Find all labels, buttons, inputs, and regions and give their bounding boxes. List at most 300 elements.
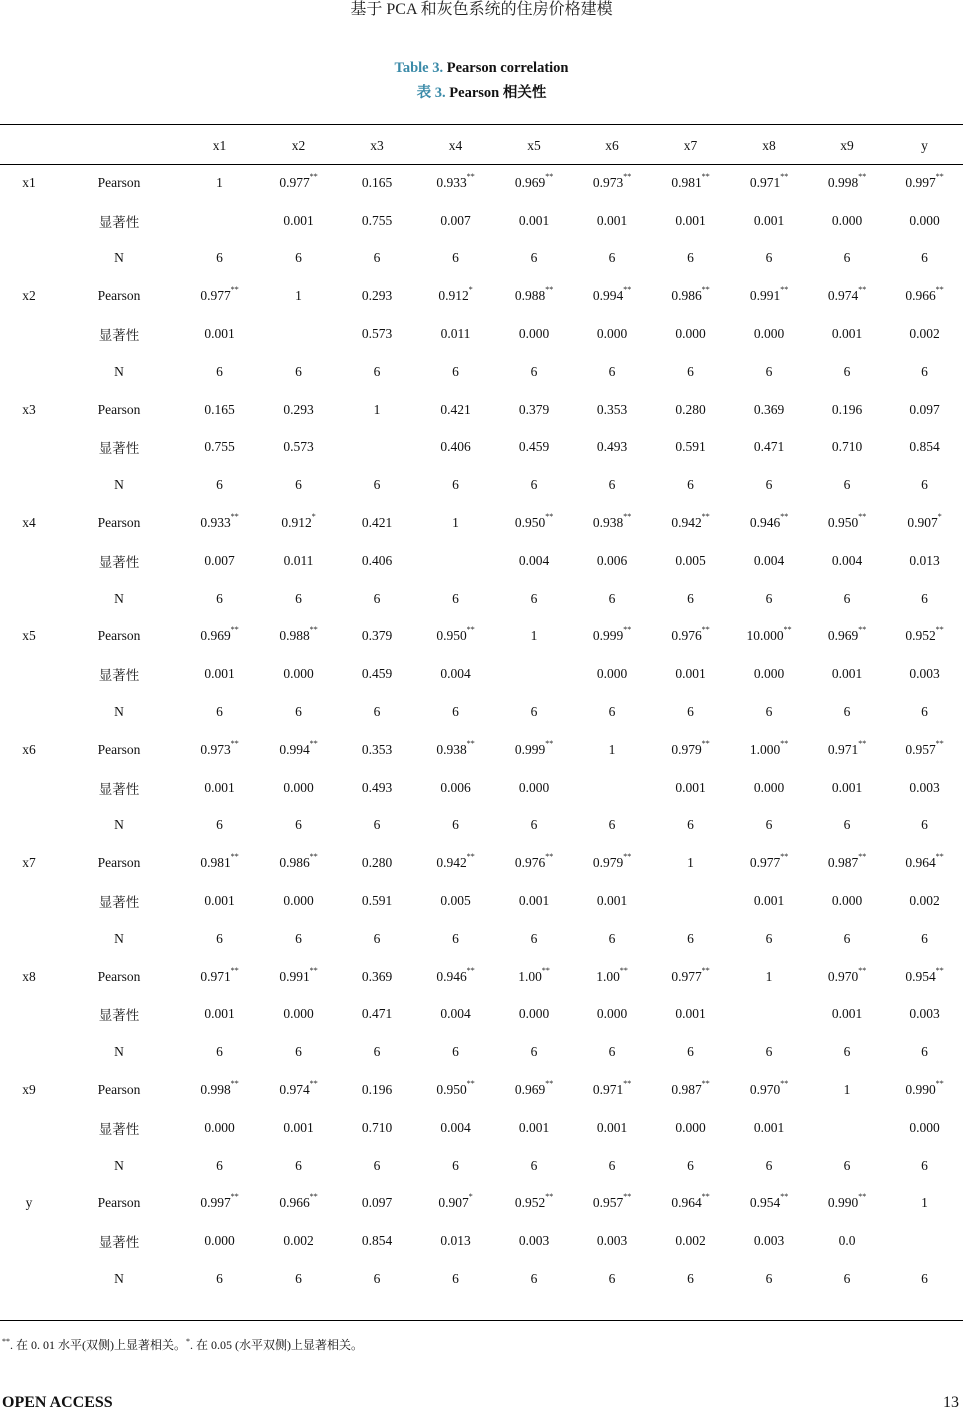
- cell-value: 6: [687, 817, 694, 833]
- cell-value: 6: [921, 817, 928, 833]
- table-row: [0, 1109, 963, 1147]
- row-variable: [0, 542, 58, 580]
- table-cell: [573, 1147, 651, 1185]
- table-cell: [573, 580, 651, 618]
- row-variable: [0, 1222, 58, 1260]
- cell-value: 0.000: [283, 779, 314, 795]
- cell-value: 6: [843, 817, 851, 833]
- table-cell: [259, 1222, 338, 1260]
- table-cell: [886, 542, 963, 580]
- table-cell: [886, 240, 963, 278]
- cell-value: 6: [921, 704, 928, 720]
- row-variable: x7: [22, 855, 36, 871]
- table-cell: [338, 542, 416, 580]
- cell-value: 0.001: [283, 1119, 314, 1135]
- cell-value: 0.974: [279, 1082, 310, 1098]
- cell-value: 0.000: [753, 326, 785, 342]
- table-cell: [651, 164, 730, 202]
- cell-value: 0.001: [675, 1006, 706, 1022]
- table-cell: [180, 1185, 259, 1223]
- table-cell: [808, 1260, 886, 1298]
- table-cell: [338, 1260, 416, 1298]
- significance-mark: **: [466, 1079, 475, 1089]
- significance-mark: **: [623, 1079, 632, 1089]
- significance-mark: **: [619, 965, 628, 975]
- table-cell: [886, 580, 963, 618]
- table-cell: [495, 996, 573, 1034]
- table-cell: [416, 731, 495, 769]
- cell-value: 0.000: [675, 1119, 706, 1135]
- table-cell: [259, 1147, 338, 1185]
- table-cell: [651, 1109, 730, 1147]
- table-cell: [573, 996, 651, 1034]
- table-cell: [651, 240, 730, 278]
- table-cell: [259, 958, 338, 996]
- table-row: [0, 693, 963, 731]
- table-cell: [259, 693, 338, 731]
- significance-mark: **: [230, 285, 239, 295]
- table-row: [0, 466, 963, 504]
- table-cell: [808, 542, 886, 580]
- cell-value: 0.979: [671, 741, 702, 757]
- table-cell: [416, 693, 495, 731]
- row-variable: [0, 466, 58, 504]
- row-statistic: N: [114, 1271, 124, 1286]
- column-header: [58, 128, 180, 164]
- significance-mark: **: [935, 1079, 944, 1089]
- table-cell: [338, 958, 416, 996]
- row-statistic: 显著性: [98, 441, 140, 457]
- significance-mark: **: [230, 625, 239, 635]
- table-cell: [259, 1260, 338, 1298]
- significance-mark: **: [935, 852, 944, 862]
- cell-value: 0.976: [514, 855, 546, 871]
- cell-value: 0.002: [909, 326, 940, 342]
- column-header: x4: [448, 138, 463, 153]
- cell-value: 0.954: [749, 1195, 781, 1211]
- table-cell: [495, 693, 573, 731]
- table-cell: [808, 769, 886, 807]
- cell-value: 6: [373, 704, 381, 720]
- table-cell: [259, 996, 338, 1034]
- cell-value: 6: [765, 930, 773, 946]
- cell-value: 0.987: [827, 855, 859, 871]
- cell-value: 0.964: [671, 1195, 702, 1211]
- table-cell: [651, 769, 730, 807]
- table-row: [0, 807, 963, 845]
- significance-mark: *: [311, 512, 316, 522]
- cell-value: 0.001: [831, 779, 863, 795]
- cell-value: 0.459: [361, 666, 393, 682]
- table-cell: [808, 391, 886, 429]
- cell-value: 6: [452, 704, 459, 720]
- running-header: 基于 PCA 和灰色系统的住房价格建模: [350, 1, 613, 18]
- table-cell: [573, 1185, 651, 1223]
- table-cell: [651, 277, 730, 315]
- table-header-row: [0, 128, 963, 164]
- table-cell: [338, 1109, 416, 1147]
- significance-mark: **: [858, 625, 867, 635]
- significance-mark: **: [935, 625, 944, 635]
- cell-value: 0.710: [361, 1119, 393, 1135]
- significance-mark: **: [309, 852, 318, 862]
- cell-value: 6: [687, 1044, 694, 1060]
- significance-mark: **: [309, 738, 318, 748]
- table-cell: [259, 920, 338, 958]
- table-cell: [808, 618, 886, 656]
- table-cell: [338, 655, 416, 693]
- cell-value: 6: [295, 817, 302, 833]
- table-cell: [886, 958, 963, 996]
- cell-value: 6: [843, 1044, 851, 1060]
- cell-value: 6: [452, 1044, 459, 1060]
- cell-value: 0.097: [909, 401, 940, 417]
- cell-value: 6: [530, 930, 538, 946]
- cell-value: 0.005: [440, 893, 471, 909]
- table-cell: [416, 240, 495, 278]
- table-bottom-rule: [0, 1320, 963, 1321]
- table-cell: [886, 1147, 963, 1185]
- cell-value: 0.973: [200, 741, 231, 757]
- row-variable: x8: [22, 968, 36, 984]
- row-statistic: 显著性: [98, 214, 140, 230]
- cell-value: 0.379: [361, 628, 393, 644]
- table-cell: [416, 429, 495, 467]
- table-cell: [886, 1222, 963, 1260]
- cell-value: 0.573: [361, 326, 393, 342]
- table-cell: [886, 315, 963, 353]
- table-cell: [338, 769, 416, 807]
- table-cell: [495, 1071, 573, 1109]
- table-cell: [259, 1071, 338, 1109]
- cell-value: 6: [295, 930, 302, 946]
- cell-value: 0.001: [518, 893, 550, 909]
- cell-value: 6: [216, 930, 223, 946]
- table-cell: [495, 1222, 573, 1260]
- table-cell: [180, 466, 259, 504]
- cell-value: 6: [687, 704, 694, 720]
- cell-value: 0.000: [831, 212, 863, 228]
- column-header: [0, 128, 58, 164]
- table-cell: [808, 315, 886, 353]
- cell-value: 0.406: [361, 552, 393, 568]
- table-top-rule: [0, 124, 963, 125]
- table-cell: [651, 1260, 730, 1298]
- cell-value: 0.991: [279, 968, 310, 984]
- cell-value: 0.994: [279, 741, 310, 757]
- table-cell: [180, 807, 259, 845]
- cell-value: 1: [373, 401, 381, 417]
- table-cell: [495, 882, 573, 920]
- cell-value: 0.001: [204, 326, 235, 342]
- significance-mark: **: [545, 512, 554, 522]
- table-cell: [180, 655, 259, 693]
- row-statistic: Pearson: [97, 741, 141, 757]
- table-cell: [730, 958, 808, 996]
- table-cell: [259, 731, 338, 769]
- cell-value: 0.950: [436, 628, 467, 644]
- cell-value: 6: [608, 1157, 616, 1173]
- table-cell: [180, 731, 259, 769]
- cell-value: 0.002: [283, 1233, 314, 1249]
- cell-value: 0.755: [361, 212, 393, 228]
- cell-value: 6: [843, 590, 851, 606]
- cell-value: 0.950: [827, 515, 859, 531]
- table-cell: [259, 466, 338, 504]
- significance-mark: *: [468, 285, 473, 295]
- table-cell: [651, 996, 730, 1034]
- cell-value: 0.938: [592, 515, 624, 531]
- cell-value: 0.013: [909, 552, 940, 568]
- significance-mark: **: [545, 852, 554, 862]
- table-cell: [180, 353, 259, 391]
- significance-mark: **: [623, 285, 632, 295]
- table-cell: [808, 655, 886, 693]
- table-cell: [180, 164, 259, 202]
- table-cell: [338, 1222, 416, 1260]
- cell-value: 6: [608, 477, 616, 493]
- cell-value: 0.994: [592, 288, 624, 304]
- table-cell: [416, 618, 495, 656]
- cell-value: 0.977: [200, 288, 231, 304]
- table-cell: [730, 655, 808, 693]
- cell-value: 0.000: [909, 212, 940, 228]
- table-cell: [180, 1033, 259, 1071]
- row-statistic: 显著性: [98, 328, 140, 344]
- table-cell: [259, 580, 338, 618]
- cell-value: 0.966: [905, 288, 936, 304]
- cell-value: 0.957: [592, 1195, 624, 1211]
- footnote-text-005: . 在 0.05 (水平双侧)上显著相关。: [190, 1338, 363, 1352]
- cell-value: 0.004: [753, 552, 785, 568]
- cell-value: 1: [843, 1082, 851, 1098]
- cell-value: 6: [373, 1044, 381, 1060]
- table-cell: [808, 731, 886, 769]
- cell-value: 0.976: [671, 628, 702, 644]
- table-cell: [573, 542, 651, 580]
- table-cell: [338, 844, 416, 882]
- cell-value: 0.001: [204, 666, 235, 682]
- table-cell: [259, 1033, 338, 1071]
- cell-value: 6: [452, 590, 459, 606]
- table-cell: [808, 1147, 886, 1185]
- table-cell: [259, 1185, 338, 1223]
- cell-value: 0.000: [596, 1006, 628, 1022]
- row-statistic: N: [114, 477, 124, 493]
- table-cell: [573, 1071, 651, 1109]
- cell-value: 0.997: [200, 1195, 231, 1211]
- table-cell: [730, 353, 808, 391]
- cell-value: 6: [530, 1157, 538, 1173]
- column-header: x1: [212, 138, 227, 153]
- table-cell: [573, 958, 651, 996]
- cell-value: 6: [687, 1271, 694, 1286]
- table-cell: [416, 277, 495, 315]
- table-cell: [495, 466, 573, 504]
- row-variable: [0, 202, 58, 240]
- cell-value: 0.952: [905, 628, 936, 644]
- table-cell: [886, 807, 963, 845]
- row-variable: x3: [22, 401, 36, 417]
- cell-value: 6: [530, 817, 538, 833]
- significance-mark: **: [230, 1079, 239, 1089]
- cell-value: 1: [765, 968, 773, 984]
- cell-value: 0.854: [361, 1233, 393, 1249]
- table-cell: [259, 618, 338, 656]
- table-cell: [495, 315, 573, 353]
- cell-value: 0.998: [200, 1082, 231, 1098]
- cell-value: 0.007: [204, 552, 235, 568]
- cell-value: 0.003: [596, 1233, 628, 1249]
- table-cell: [808, 1109, 886, 1147]
- row-variable: x6: [22, 741, 36, 757]
- significance-mark: **: [780, 738, 789, 748]
- cell-value: 0.353: [361, 741, 393, 757]
- cell-value: 0.379: [518, 401, 550, 417]
- cell-value: 0.990: [827, 1195, 859, 1211]
- cell-value: 0.971: [200, 968, 231, 984]
- significance-mark: **: [309, 1192, 318, 1202]
- table-cell: [886, 1033, 963, 1071]
- cell-value: 0.987: [671, 1082, 702, 1098]
- cell-value: 6: [765, 817, 773, 833]
- cell-value: 0.907: [907, 515, 938, 531]
- table-cell: [416, 920, 495, 958]
- significance-mark: **: [701, 1079, 710, 1089]
- cell-value: 6: [765, 250, 773, 266]
- table-cell: [416, 1222, 495, 1260]
- cell-value: 0.001: [831, 666, 863, 682]
- cell-value: 0.998: [827, 174, 859, 190]
- cell-value: 0.000: [596, 326, 628, 342]
- significance-mark: **: [780, 171, 789, 181]
- significance-mark: **: [309, 965, 318, 975]
- row-variable: [0, 693, 58, 731]
- significance-mark: **: [858, 512, 867, 522]
- table-row: [0, 580, 963, 618]
- significance-mark: **: [783, 625, 792, 635]
- table-cell: [259, 844, 338, 882]
- cell-value: 6: [843, 363, 851, 379]
- table-cell: [416, 958, 495, 996]
- cell-value: 6: [843, 930, 851, 946]
- table-cell: [573, 277, 651, 315]
- table-cell: [338, 504, 416, 542]
- row-variable: [0, 315, 58, 353]
- table-cell: [730, 618, 808, 656]
- table-row: [0, 1033, 963, 1071]
- cell-value: 1.00: [596, 968, 620, 984]
- table-cell: [416, 807, 495, 845]
- table-cell: [573, 693, 651, 731]
- caption-label-chinese: 表 3.: [416, 85, 446, 101]
- cell-value: 0.005: [675, 552, 706, 568]
- significance-mark: **: [701, 965, 710, 975]
- row-variable: x4: [22, 515, 36, 531]
- table-cell: [573, 882, 651, 920]
- row-statistic: 显著性: [98, 895, 140, 911]
- cell-value: 0.000: [909, 1119, 940, 1135]
- table-cell: [886, 164, 963, 202]
- cell-value: 0.954: [905, 968, 936, 984]
- table-cell: [651, 655, 730, 693]
- table-cell: [180, 1260, 259, 1298]
- table-cell: [573, 391, 651, 429]
- cell-value: 0.165: [361, 174, 393, 190]
- row-variable: [0, 1033, 58, 1071]
- table-cell: [651, 920, 730, 958]
- table-cell: [651, 353, 730, 391]
- table-cell: [180, 391, 259, 429]
- table-cell: [651, 580, 730, 618]
- significance-mark: **: [466, 738, 475, 748]
- cell-value: 0.471: [361, 1006, 393, 1022]
- cell-value: 6: [216, 704, 223, 720]
- table-row: [0, 655, 963, 693]
- table-cell: [416, 315, 495, 353]
- table-cell: [180, 240, 259, 278]
- table-cell: [259, 391, 338, 429]
- table-cell: [651, 391, 730, 429]
- cell-value: 6: [452, 817, 459, 833]
- cell-value: 1: [295, 288, 302, 304]
- table-cell: [573, 466, 651, 504]
- cell-value: 6: [530, 477, 538, 493]
- table-cell: [180, 277, 259, 315]
- table-cell: [338, 429, 416, 467]
- table-cell: [730, 807, 808, 845]
- cell-value: 10.000: [746, 628, 784, 644]
- cell-value: 6: [921, 363, 928, 379]
- cell-value: 6: [373, 1271, 381, 1286]
- cell-value: 0.988: [514, 288, 546, 304]
- table-cell: [808, 164, 886, 202]
- table-cell: [180, 429, 259, 467]
- column-header: x2: [291, 138, 306, 153]
- table-cell: [495, 807, 573, 845]
- cell-value: 0.353: [596, 401, 628, 417]
- table-cell: [338, 618, 416, 656]
- cell-value: 0.946: [436, 968, 467, 984]
- cell-value: 6: [921, 477, 928, 493]
- cell-value: 6: [921, 1157, 928, 1173]
- table-row: [0, 202, 963, 240]
- cell-value: 0.977: [279, 174, 310, 190]
- table-cell: [416, 202, 495, 240]
- table-cell: [730, 1071, 808, 1109]
- cell-value: 0.710: [831, 439, 863, 455]
- cell-value: 0.000: [204, 1233, 235, 1249]
- table-cell: [651, 504, 730, 542]
- row-variable: [0, 1260, 58, 1298]
- cell-value: 0.369: [361, 968, 393, 984]
- significance-mark: **: [701, 738, 710, 748]
- cell-value: 0.907: [438, 1195, 469, 1211]
- cell-value: 0.964: [905, 855, 936, 871]
- table-cell: [808, 1071, 886, 1109]
- cell-value: 6: [765, 590, 773, 606]
- cell-value: 6: [921, 930, 928, 946]
- table-cell: [338, 202, 416, 240]
- table-cell: [886, 769, 963, 807]
- cell-value: 0.097: [361, 1195, 393, 1211]
- table-cell: [573, 1109, 651, 1147]
- cell-value: 0.942: [436, 855, 467, 871]
- table-cell: [651, 466, 730, 504]
- cell-value: 6: [216, 477, 223, 493]
- cell-value: 0.000: [518, 779, 550, 795]
- table-cell: [259, 240, 338, 278]
